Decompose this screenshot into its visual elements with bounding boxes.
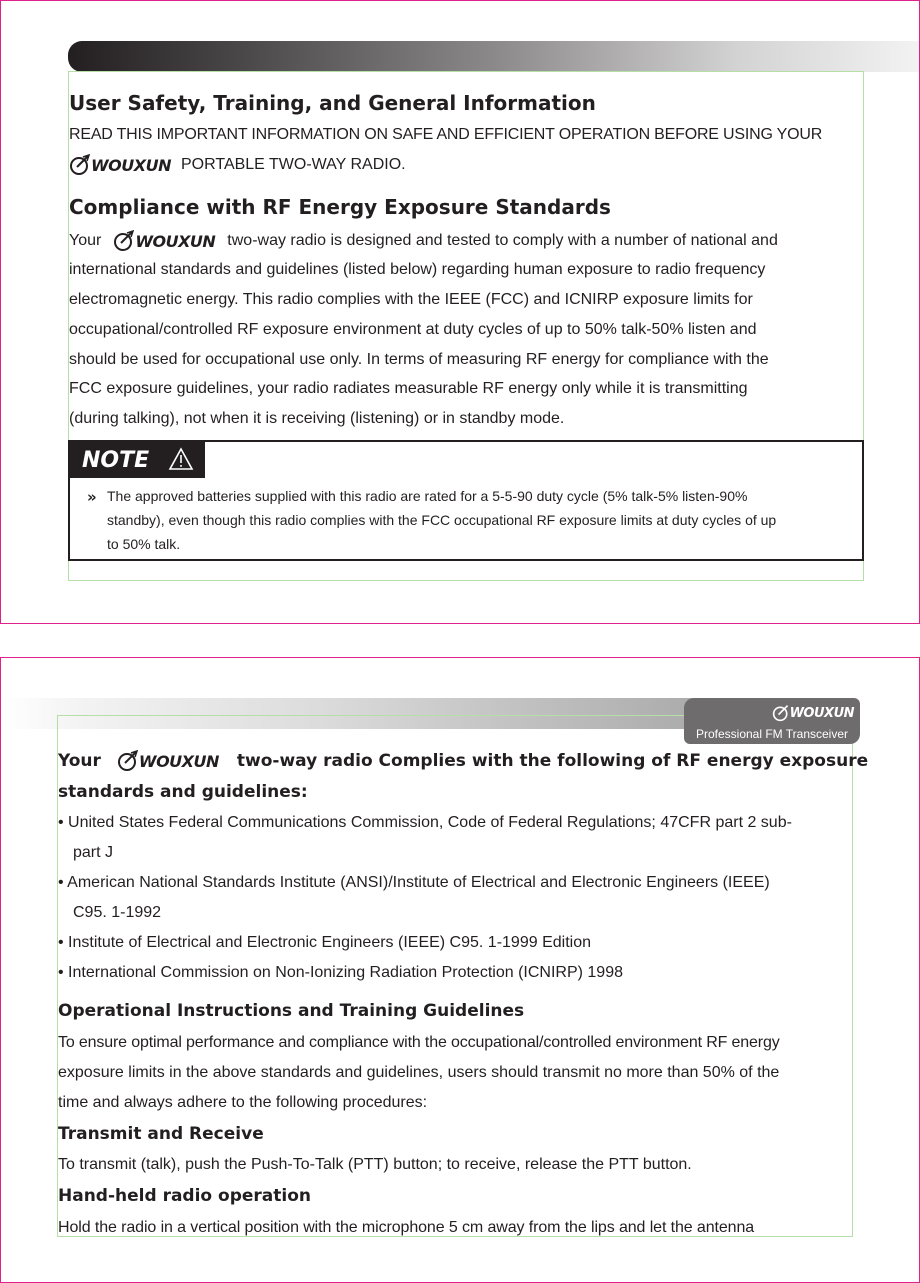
list-item: • United States Federal Communications Commission, Code of Federal Regulations; 47CFR part 2 sub-	[58, 814, 792, 831]
chevron-bullet-icon: »	[87, 488, 97, 506]
page-heading: User Safety, Training, and General Information	[69, 91, 596, 115]
document-page-1	[0, 0, 920, 624]
compliance-para-line: (during talking), not when it is receiving (listening) or in standby mode.	[69, 410, 565, 427]
note-line: standby), even though this radio complies with the FCC occupational RF exposure limits at duty cycles of up	[107, 512, 777, 528]
list-item: • American National Standards Institute (ANSI)/Institute of Electrical and Electronic Engineers (IEEE)	[58, 874, 770, 891]
list-item: • International Commission on Non-Ionizing Radiation Protection (ICNIRP) 1998	[58, 964, 623, 981]
compliance-para-line: occupational/controlled RF exposure environment at duty cycles of up to 50% talk-50% listen and	[69, 321, 757, 338]
ops-para-line: To ensure optimal performance and compliance with the occupational/controlled environment RF energy	[58, 1034, 780, 1051]
intro-line-2-text: PORTABLE TWO-WAY RADIO.	[180, 156, 406, 173]
warning-triangle-icon	[168, 447, 194, 475]
heading-line-1-text: two-way radio Complies with the following of RF energy exposure	[236, 751, 869, 771]
note-line: to 50% talk.	[107, 536, 181, 552]
compliance-para-line-1	[69, 230, 778, 252]
page2-heading-line-1	[58, 750, 868, 772]
list-item-continuation: part J	[73, 844, 114, 861]
note-tab	[70, 442, 205, 478]
brand-badge	[684, 698, 860, 744]
compliance-para-line: electromagnetic energy. This radio complies with the IEEE (FCC) and ICNIRP exposure limits for	[69, 291, 753, 308]
header-gradient-bar	[68, 41, 920, 72]
list-item-continuation: C95. 1-1992	[73, 904, 162, 921]
list-item: • Institute of Electrical and Electronic Engineers (IEEE) C95. 1-1999 Edition	[58, 934, 591, 951]
wouxun-logo-icon: WOUXUN	[772, 703, 854, 723]
wouxun-logo-icon: WOUXUN	[117, 750, 219, 772]
section-heading-handheld: Hand-held radio operation	[58, 1186, 311, 1206]
note-box	[68, 440, 864, 561]
ops-para-line: time and always adhere to the following procedures:	[58, 1094, 428, 1111]
intro-line-2	[69, 154, 406, 176]
compliance-para-line: FCC exposure guidelines, your radio radiates measurable RF energy only while it is transmitting	[69, 380, 748, 397]
document-page-2	[0, 657, 920, 1283]
wouxun-logo-icon: WOUXUN	[69, 154, 171, 176]
note-label: NOTE	[82, 448, 150, 473]
section-heading-operational: Operational Instructions and Training Guidelines	[58, 1001, 525, 1021]
section-heading-transmit: Transmit and Receive	[58, 1124, 264, 1144]
transmit-para: To transmit (talk), push the Push-To-Talk (PTT) button; to receive, release the PTT button.	[58, 1156, 692, 1173]
wouxun-logo-icon: WOUXUN	[113, 230, 215, 252]
para-line-1-text: two-way radio is designed and tested to comply with a number of national and	[227, 232, 778, 249]
note-line: The approved batteries supplied with this radio are rated for a 5-5-90 duty cycle (5% talk-5% listen-90%	[107, 488, 748, 504]
section-heading-compliance: Compliance with RF Energy Exposure Standards	[69, 195, 611, 219]
para-prefix: Your	[69, 232, 102, 249]
badge-subtitle: Professional FM Transceiver	[695, 727, 849, 741]
intro-line-1: READ THIS IMPORTANT INFORMATION ON SAFE AND EFFICIENT OPERATION BEFORE USING YOUR	[69, 126, 823, 143]
handheld-para: Hold the radio in a vertical position with the microphone 5 cm away from the lips and let the antenna	[58, 1219, 755, 1236]
page2-heading-line-2: standards and guidelines:	[58, 782, 308, 802]
ops-para-line: exposure limits in the above standards and guidelines, users should transmit no more than 50% of the	[58, 1064, 780, 1081]
compliance-para-line: international standards and guidelines (listed below) regarding human exposure to radio frequency	[69, 261, 766, 278]
compliance-para-line: should be used for occupational use only. In terms of measuring RF energy for compliance with the	[69, 351, 769, 368]
heading-prefix: Your	[58, 751, 101, 771]
